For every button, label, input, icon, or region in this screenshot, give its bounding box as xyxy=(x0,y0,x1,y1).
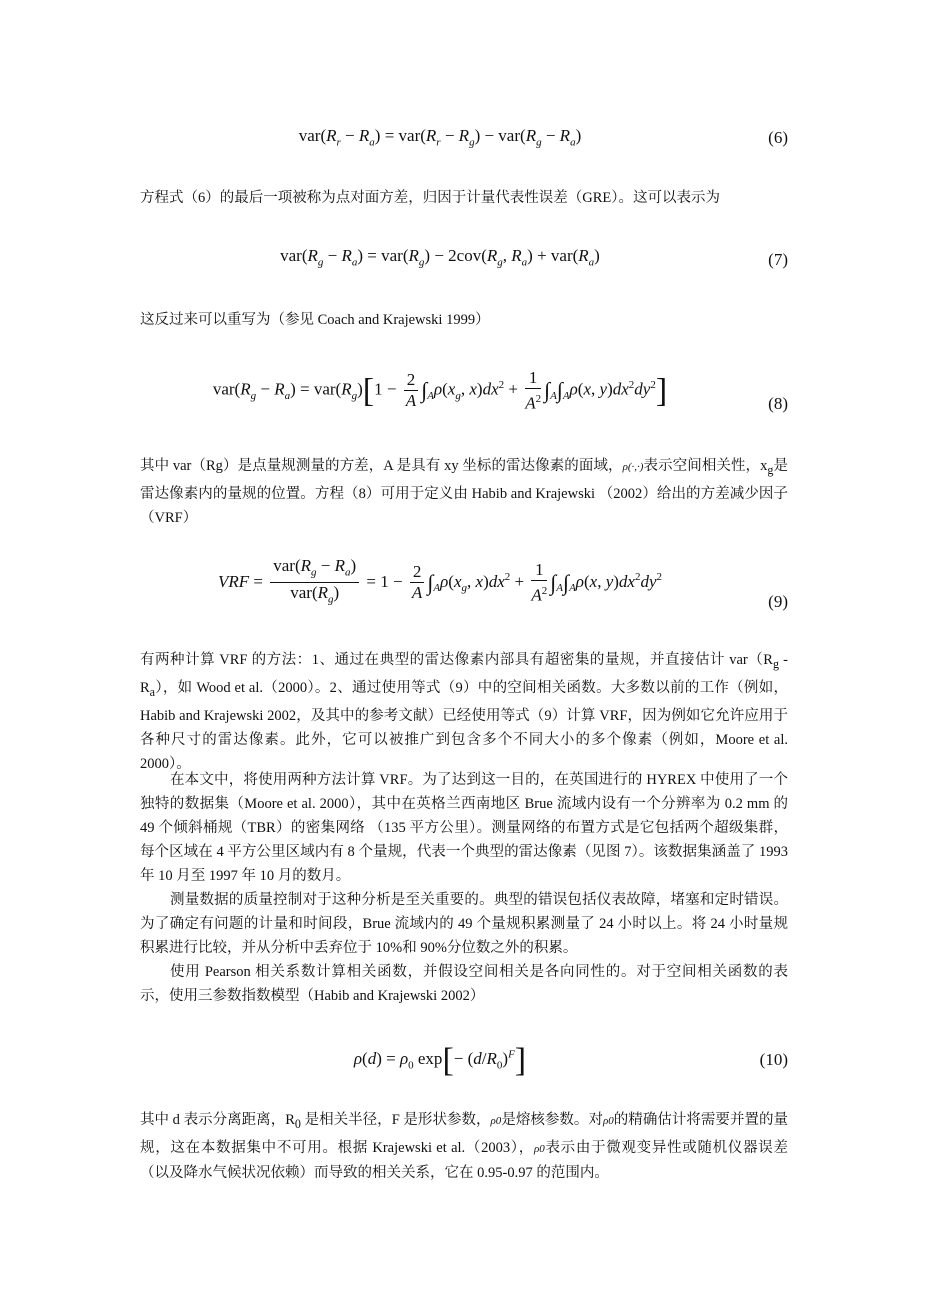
paragraph-7-text: 使用 Pearson 相关系数计算相关函数，并假设空间相关是各向同性的。对于空间相关函数的表示，使用三参数指数模型（Habib and Krajewski 2002） xyxy=(140,964,788,1004)
rho0-symbol-3: ρ0 xyxy=(533,1142,545,1155)
equation-8-number: (8) xyxy=(768,394,788,413)
equation-7 xyxy=(140,242,788,306)
equation-9 xyxy=(140,556,788,626)
paragraph-4-mid: - R xyxy=(140,652,788,696)
paragraph-4-part-b: ），如 Wood et al.（2000）。2、通过使用等式（9）中的空间相关函数。大多数以前的工作（例如，Habib and Krajewski 2002，及其中的参考文献）已经使用等式（9）计算 VRF，因为例如它允许应用于各种尺寸的雷达像素。此外，它可以被推广到包含多个不同大小的多个像素（例如，Moore et al. 2000）。 xyxy=(140,679,788,772)
paragraph-8-text xyxy=(140,1108,788,1185)
equation-10-number: (10) xyxy=(759,1050,788,1069)
paragraph-4 xyxy=(140,648,788,776)
paragraph-8-part-a: 其中 d 表示分离距离，R xyxy=(140,1112,295,1128)
paragraph-5 xyxy=(140,768,788,888)
paragraph-3-subscript: g xyxy=(767,462,774,477)
rho0-symbol-2: ρ0 xyxy=(602,1115,614,1127)
equation-10-math: $\rho(d) = \rho_0$ $\exp[- (d/R_0)^F]$ xyxy=(353,1042,527,1079)
equation-9-number: (9) xyxy=(768,592,788,611)
paragraph-8-part-e: 表示由于微观变异性或随机仪器误差（以及降水气候状况依赖）而导致的相关关系，它在 0.95-0.97 的范围内。 xyxy=(140,1139,788,1181)
equation-6 xyxy=(140,122,788,186)
equation-7-math: $var(R_g - R_a) = var(R_g) - 2cov(R_g$, $R_a) + var(R_a)$ xyxy=(280,246,600,269)
paragraph-2 xyxy=(140,308,788,332)
rho0-symbol-1: ρ0 xyxy=(490,1115,502,1127)
equation-7-number: (7) xyxy=(768,250,788,269)
paragraph-4-subscript-a: a xyxy=(149,684,156,699)
paragraph-1 xyxy=(140,186,788,210)
rho-symbol: ρ(·,·) xyxy=(622,461,644,473)
paragraph-5-text: 在本文中，将使用两种方法计算 VRF。为了达到这一目的，在英国进行的 HYREX 中使用了一个独特的数据集（Moore et al. 2000），其中在英格兰西南地区 Brue 流域内设有一个分辨率为 0.2 mm 的 49 个倾斜桶规（TBR）的密集网络 （135 平方公里）。测量网络的布置方式是它包括两个超级集群，每个区域在 4 平方公里区域内有 8 个量规，代表一个典型的雷达像素（见图 7）。该数据集涵盖了 1993 年 10 月至 1997 年 10 月的数月。 xyxy=(140,772,788,884)
paragraph-4-part-a: 有两种计算 VRF 的方法：1、通过在典型的雷达像素内部具有超密集的量规，并直接估计 var（R xyxy=(140,652,773,668)
paragraph-8 xyxy=(140,1108,788,1185)
paragraph-3-part-b: 表示空间相关性，x xyxy=(643,458,768,474)
equation-6-number: (6) xyxy=(768,128,788,147)
paragraph-6-text: 测量数据的质量控制对于这种分析是至关重要的。典型的错误包括仪表故障，堵塞和定时错误。为了确定有问题的计量和时间段，Brue 流域内的 49 个量规积累测量了 24 小时以上。将 24 小时量规积累进行比较，并从分析中丢弃位于 10%和 90%分位数之外的积累。 xyxy=(140,892,788,956)
equation-8-math: $var(R_g - R_a) = var(R_g)[1$ − $\frac{2}{A}$ $\int_A\rho(x_g$, $x)dx^2$ + $\frac{1}{A^2}$ $\int_A\int_A\rho(x$, $y)dx^2dy^2$] xyxy=(212,368,668,413)
paragraph-8-part-c: 是熔核参数。对 xyxy=(501,1112,603,1128)
paragraph-3-part-c: 是雷达像素内的量规的位置。方程（8）可用于定义由 Habib and Krajewski （2002）给出的方差减少因子（VRF） xyxy=(140,458,789,526)
equation-10 xyxy=(140,1030,788,1094)
paragraph-1-text: 方程式（6）的最后一项被称为点对面方差，归因于计量代表性误差（GRE）。这可以表示为 xyxy=(140,190,720,206)
equation-8 xyxy=(140,362,788,432)
paragraph-3 xyxy=(140,454,788,530)
paragraph-3-part-a: 其中 var（Rg）是点量规测量的方差，A 是具有 xy 坐标的雷达像素的面域， xyxy=(140,458,623,474)
paragraph-4-subscript-g: g xyxy=(772,656,780,671)
paragraph-8-subscript-0: 0 xyxy=(294,1116,301,1131)
paragraph-2-text: 这反过来可以重写为（参见 Coach and Krajewski 1999） xyxy=(140,312,490,328)
equation-6-math: $var(R_r - R_a) = var(R_r - R_g) - var(R_g - R_a)$ xyxy=(298,126,582,149)
paragraph-6 xyxy=(140,888,788,960)
paragraph-8-part-b: 是相关半径，F 是形状参数， xyxy=(300,1112,491,1128)
paragraph-8-part-d: 的精确估计将需要并置的量规，这在本数据集中不可用。根据 Krajewski et al.（2003）， xyxy=(140,1112,789,1156)
paragraph-3-text xyxy=(140,454,788,530)
paragraph-4-text xyxy=(140,648,788,776)
equation-9-math: VRF = $\frac{var(R_g - R_a)}{var(R_g)}$ = 1 − $\frac{2}{A}$ $\int_A\rho(x_g$, $x)dx^2$ + $\frac{1}{A^2}$ $\int_A\int_A\rho(x$, $y)dx^2dy^2$ xyxy=(218,556,662,606)
paragraph-7 xyxy=(140,960,788,1008)
